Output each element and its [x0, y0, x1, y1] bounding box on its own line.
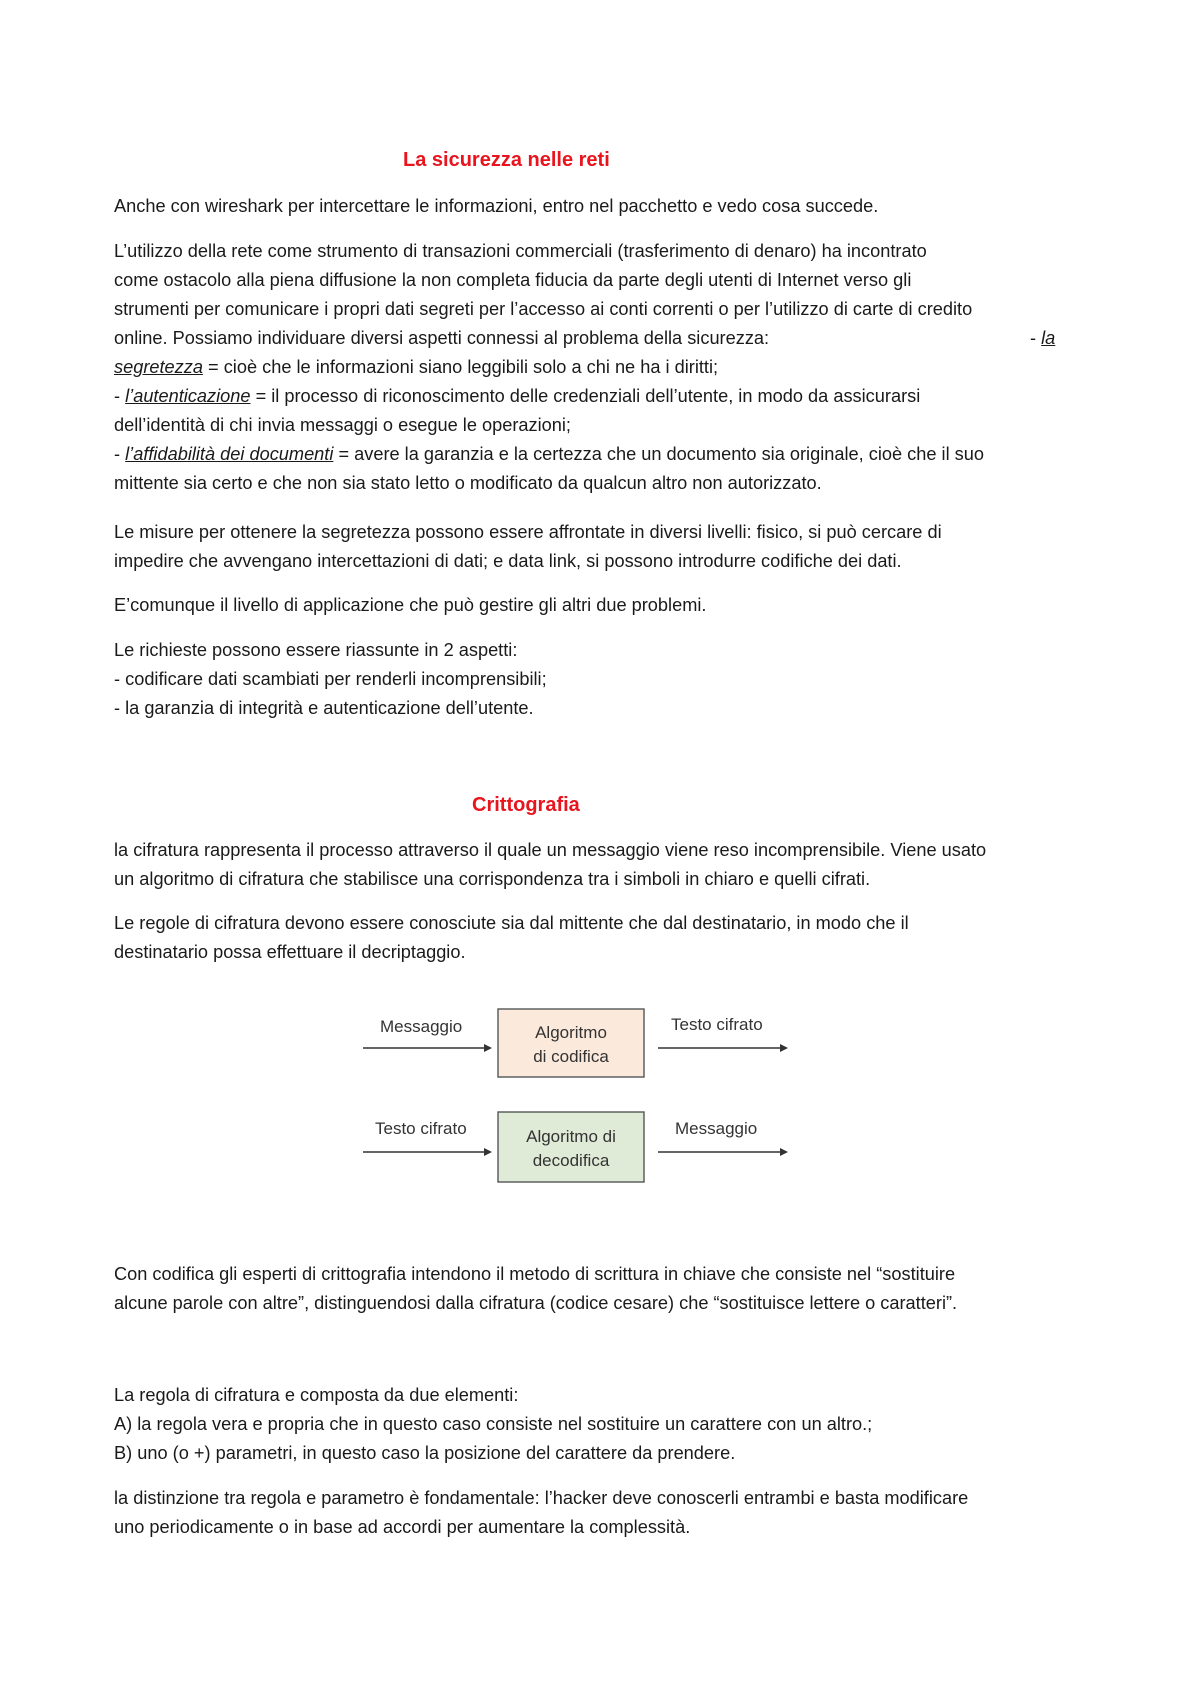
section-title-crittografia: Crittografia	[472, 794, 580, 816]
term-autenticazione: l’autenticazione	[125, 386, 251, 406]
paragraph-wireshark	[114, 192, 1090, 221]
arrowhead-icon	[780, 1044, 788, 1052]
box-algoritmo-codifica	[498, 1009, 644, 1077]
text-line: segretezza = cioè che le informazioni siano leggibili solo a chi ne ha i diritti;	[114, 357, 719, 377]
paragraph-transazioni	[114, 237, 1090, 498]
text-line: - la garanzia di integrità e autenticazione dell’utente.	[114, 698, 534, 718]
encryption-diagram	[360, 1002, 800, 1192]
text-line: un algoritmo di cifratura che stabilisce una corrispondenza tra i simboli in chiaro e quelli cifrati.	[114, 869, 871, 889]
text-line: - l’affidabilità dei documenti = avere la garanzia e la certezza che un documento sia originale, cioè che il suo	[114, 444, 984, 464]
box2-line2: decodifica	[532, 1151, 610, 1170]
text-line: Le regole di cifratura devono essere conosciute sia dal mittente che dal destinatario, in modo che il	[114, 913, 909, 933]
text-line: - codificare dati scambiati per renderli incomprensibili;	[114, 669, 547, 689]
box-algoritmo-decodifica	[498, 1112, 644, 1182]
text-line: dell’identità di chi invia messaggi o esegue le operazioni;	[114, 415, 571, 435]
row2-input-label: Testo cifrato	[375, 1119, 467, 1138]
text-line: A) la regola vera e propria che in questo caso consiste nel sostituire un carattere con un altro.;	[114, 1414, 873, 1434]
box1-line2: di codifica	[533, 1047, 609, 1066]
box2-line1: Algoritmo di	[526, 1127, 616, 1146]
paragraph-codifica	[114, 1260, 1090, 1318]
paragraph-regola-cifratura	[114, 1381, 1090, 1468]
text-line: destinatario possa effettuare il decriptaggio.	[114, 942, 466, 962]
segretezza-dash: - la	[1030, 328, 1056, 348]
text-line: Le richieste possono essere riassunte in 2 aspetti:	[114, 640, 518, 660]
row2-output-label: Messaggio	[675, 1119, 758, 1138]
text-line: la cifratura rappresenta il processo attraverso il quale un messaggio viene reso incomprensibile. Viene usato	[114, 840, 987, 860]
text-line: come ostacolo alla piena diffusione la non completa fiducia da parte degli utenti di Internet verso gli	[114, 270, 912, 290]
paragraph-regole	[114, 909, 1090, 967]
term-affidabilita: l’affidabilità dei documenti	[125, 444, 334, 464]
text-line: la distinzione tra regola e parametro è fondamentale: l’hacker deve conoscerli entrambi e basta modificare	[114, 1488, 969, 1508]
term-segretezza: segretezza	[114, 357, 203, 377]
arrowhead-icon	[484, 1044, 492, 1052]
text-line: - l’autenticazione = il processo di riconoscimento delle credenziali dell’utente, in modo da assicurarsi	[114, 386, 921, 406]
row1-input-label: Messaggio	[380, 1017, 463, 1036]
paragraph-misure	[114, 518, 1090, 576]
text-line: L’utilizzo della rete come strumento di transazioni commerciali (trasferimento di denaro) ha incontrato	[114, 241, 927, 261]
text-line: mittente sia certo e che non sia stato letto o modificato da qualcun altro non autorizzato.	[114, 473, 822, 493]
paragraph-distinzione	[114, 1484, 1090, 1542]
box1-line1: Algoritmo	[535, 1023, 607, 1042]
text-line: Le misure per ottenere la segretezza possono essere affrontate in diversi livelli: fisico, si può cercare di	[114, 522, 942, 542]
arrowhead-icon	[780, 1148, 788, 1156]
text-line: La regola di cifratura e composta da due elementi:	[114, 1385, 519, 1405]
text-line: online. Possiamo individuare diversi aspetti connessi al problema della sicurezza: - la	[114, 324, 1090, 353]
paragraph-richieste	[114, 636, 1090, 723]
text-line: strumenti per comunicare i propri dati segreti per l’accesso ai conti correnti o per l’utilizzo di carte di credito	[114, 299, 973, 319]
text-line: Anche con wireshark per intercettare le informazioni, entro nel pacchetto e vedo cosa succede.	[114, 196, 879, 216]
text-line: uno periodicamente o in base ad accordi per aumentare la complessità.	[114, 1517, 691, 1537]
paragraph-livello-applicazione	[114, 591, 1090, 620]
text-line: E’comunque il livello di applicazione che può gestire gli altri due problemi.	[114, 595, 707, 615]
section-title-sicurezza: La sicurezza nelle reti	[403, 149, 610, 171]
arrowhead-icon	[484, 1148, 492, 1156]
text-line: B) uno (o +) parametri, in questo caso la posizione del carattere da prendere.	[114, 1443, 736, 1463]
text-line: alcune parole con altre”, distinguendosi dalla cifratura (codice cesare) che “sostituisce lettere o caratteri”.	[114, 1293, 958, 1313]
text-line: Con codifica gli esperti di crittografia intendono il metodo di scrittura in chiave che consiste nel “sostituire	[114, 1264, 956, 1284]
row1-output-label: Testo cifrato	[671, 1015, 763, 1034]
paragraph-cifratura	[114, 836, 1090, 894]
text-line: impedire che avvengano intercettazioni di dati; e data link, si possono introdurre codifiche dei dati.	[114, 551, 902, 571]
